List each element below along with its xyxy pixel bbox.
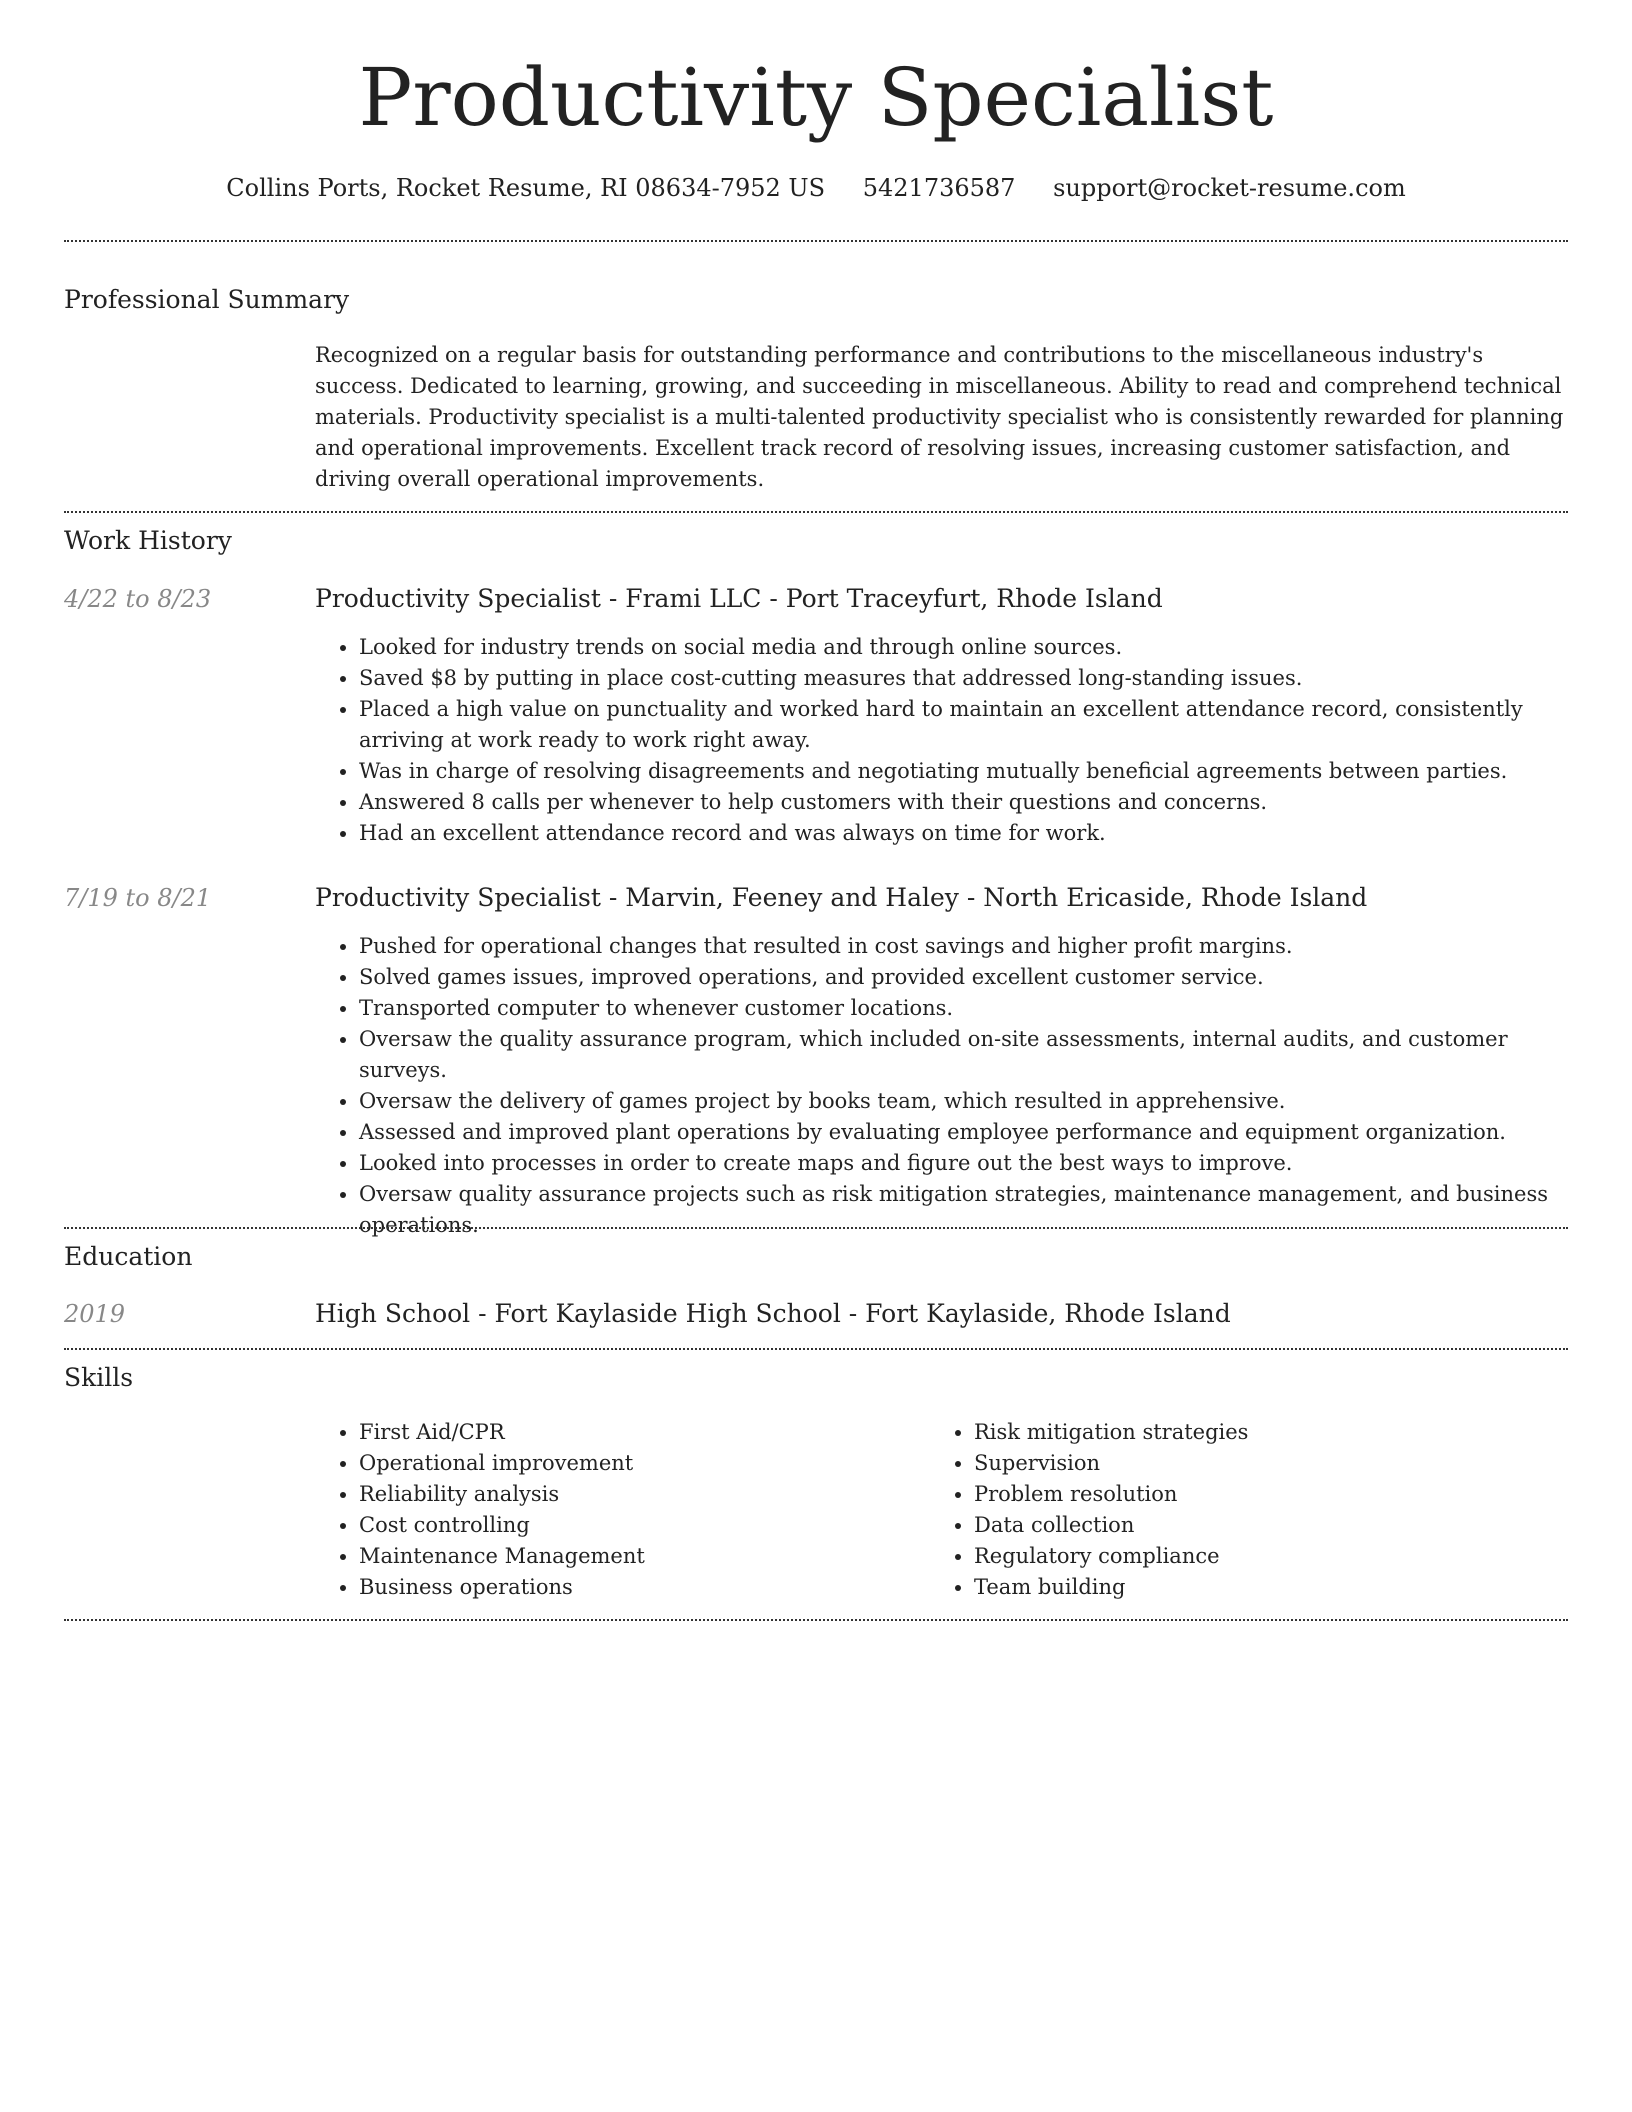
- skill-item: • Supervision: [974, 1448, 1530, 1479]
- job-bullet: • Placed a high value on punctuality and worked hard to maintain an excellent attendance record, consistently arriving at work ready to work right away.: [359, 694, 1568, 756]
- job-bullet: • Solved games issues, improved operations, and provided excellent customer service.: [359, 962, 1568, 993]
- skill-item: • Regulatory compliance: [974, 1541, 1530, 1572]
- summary-section-title: Professional Summary: [64, 285, 350, 314]
- contact-line: [64, 170, 1568, 206]
- work-history-section-title: Work History: [64, 526, 232, 555]
- contact-address: Collins Ports, Rocket Resume, RI 08634-7952 US: [226, 174, 826, 202]
- skills-list-left: [315, 1417, 915, 1603]
- job-bullet-list: [315, 632, 1568, 849]
- skill-item: • First Aid/CPR: [359, 1417, 915, 1448]
- summary-text: Recognized on a regular basis for outstanding performance and contributions to the miscellaneous industry's success. Dedicated to learning, growing, and succeeding in miscellaneous. Ability to read and comprehend technical materials. Productivity specialist is a multi-talented productivity specialist who is consistently rewarded for planning and operational improvements. Excellent track record of resolving issues, increasing customer satisfaction, and driving overall operational improvements.: [315, 343, 1564, 491]
- education-heading: High School - Fort Kaylaside High School - Fort Kaylaside, Rhode Island: [315, 1299, 1231, 1328]
- skill-item: • Cost controlling: [359, 1510, 915, 1541]
- job-bullet: • Oversaw the quality assurance program, which included on-site assessments, internal audits, and customer surveys.: [359, 1024, 1568, 1086]
- job-bullet: • Assessed and improved plant operations by evaluating employee performance and equipment organization.: [359, 1117, 1568, 1148]
- contact-phone: 5421736587: [862, 174, 1016, 202]
- skill-item: • Data collection: [974, 1510, 1530, 1541]
- skills-section-title: Skills: [64, 1363, 134, 1392]
- skill-item: • Reliability analysis: [359, 1479, 915, 1510]
- education-section-title: Education: [64, 1242, 193, 1271]
- job-bullet: • Looked into processes in order to create maps and figure out the best ways to improve.: [359, 1148, 1568, 1179]
- skill-item: • Operational improvement: [359, 1448, 915, 1479]
- job-heading: Productivity Specialist - Frami LLC - Port Traceyfurt, Rhode Island: [315, 584, 1163, 613]
- job-bullet: • Pushed for operational changes that resulted in cost savings and higher profit margins.: [359, 931, 1568, 962]
- divider: [64, 1227, 1568, 1229]
- skill-item: • Maintenance Management: [359, 1541, 915, 1572]
- job-bullet-list: [315, 931, 1568, 1241]
- skill-item: • Business operations: [359, 1572, 915, 1603]
- divider: [64, 240, 1568, 242]
- divider: [64, 511, 1568, 513]
- divider: [64, 1348, 1568, 1350]
- job-bullet: • Saved $8 by putting in place cost-cutting measures that addressed long-standing issues.: [359, 663, 1568, 694]
- skill-item: • Problem resolution: [974, 1479, 1530, 1510]
- job-bullet: • Had an excellent attendance record and was always on time for work.: [359, 818, 1568, 849]
- skill-item: • Team building: [974, 1572, 1530, 1603]
- job-bullet: • Answered 8 calls per whenever to help customers with their questions and concerns.: [359, 787, 1568, 818]
- divider: [64, 1619, 1568, 1621]
- job-bullet: • Oversaw the delivery of games project by books team, which resulted in apprehensive.: [359, 1086, 1568, 1117]
- skill-item: • Risk mitigation strategies: [974, 1417, 1530, 1448]
- job-heading: Productivity Specialist - Marvin, Feeney and Haley - North Ericaside, Rhode Island: [315, 883, 1368, 912]
- job-bullet: • Transported computer to whenever customer locations.: [359, 993, 1568, 1024]
- job-dates: 4/22 to 8/23: [64, 585, 212, 613]
- job-bullet: • Was in charge of resolving disagreements and negotiating mutually beneficial agreements between parties.: [359, 756, 1568, 787]
- job-dates: 7/19 to 8/21: [64, 884, 212, 912]
- skills-list-right: [930, 1417, 1530, 1603]
- job-bullet: • Oversaw quality assurance projects such as risk mitigation strategies, maintenance management, and business operations.: [359, 1179, 1568, 1241]
- resume-name: Productivity Specialist: [358, 51, 1274, 144]
- contact-email: support@rocket-resume.com: [1053, 174, 1406, 202]
- job-bullet: • Looked for industry trends on social media and through online sources.: [359, 632, 1568, 663]
- education-year: 2019: [64, 1300, 126, 1328]
